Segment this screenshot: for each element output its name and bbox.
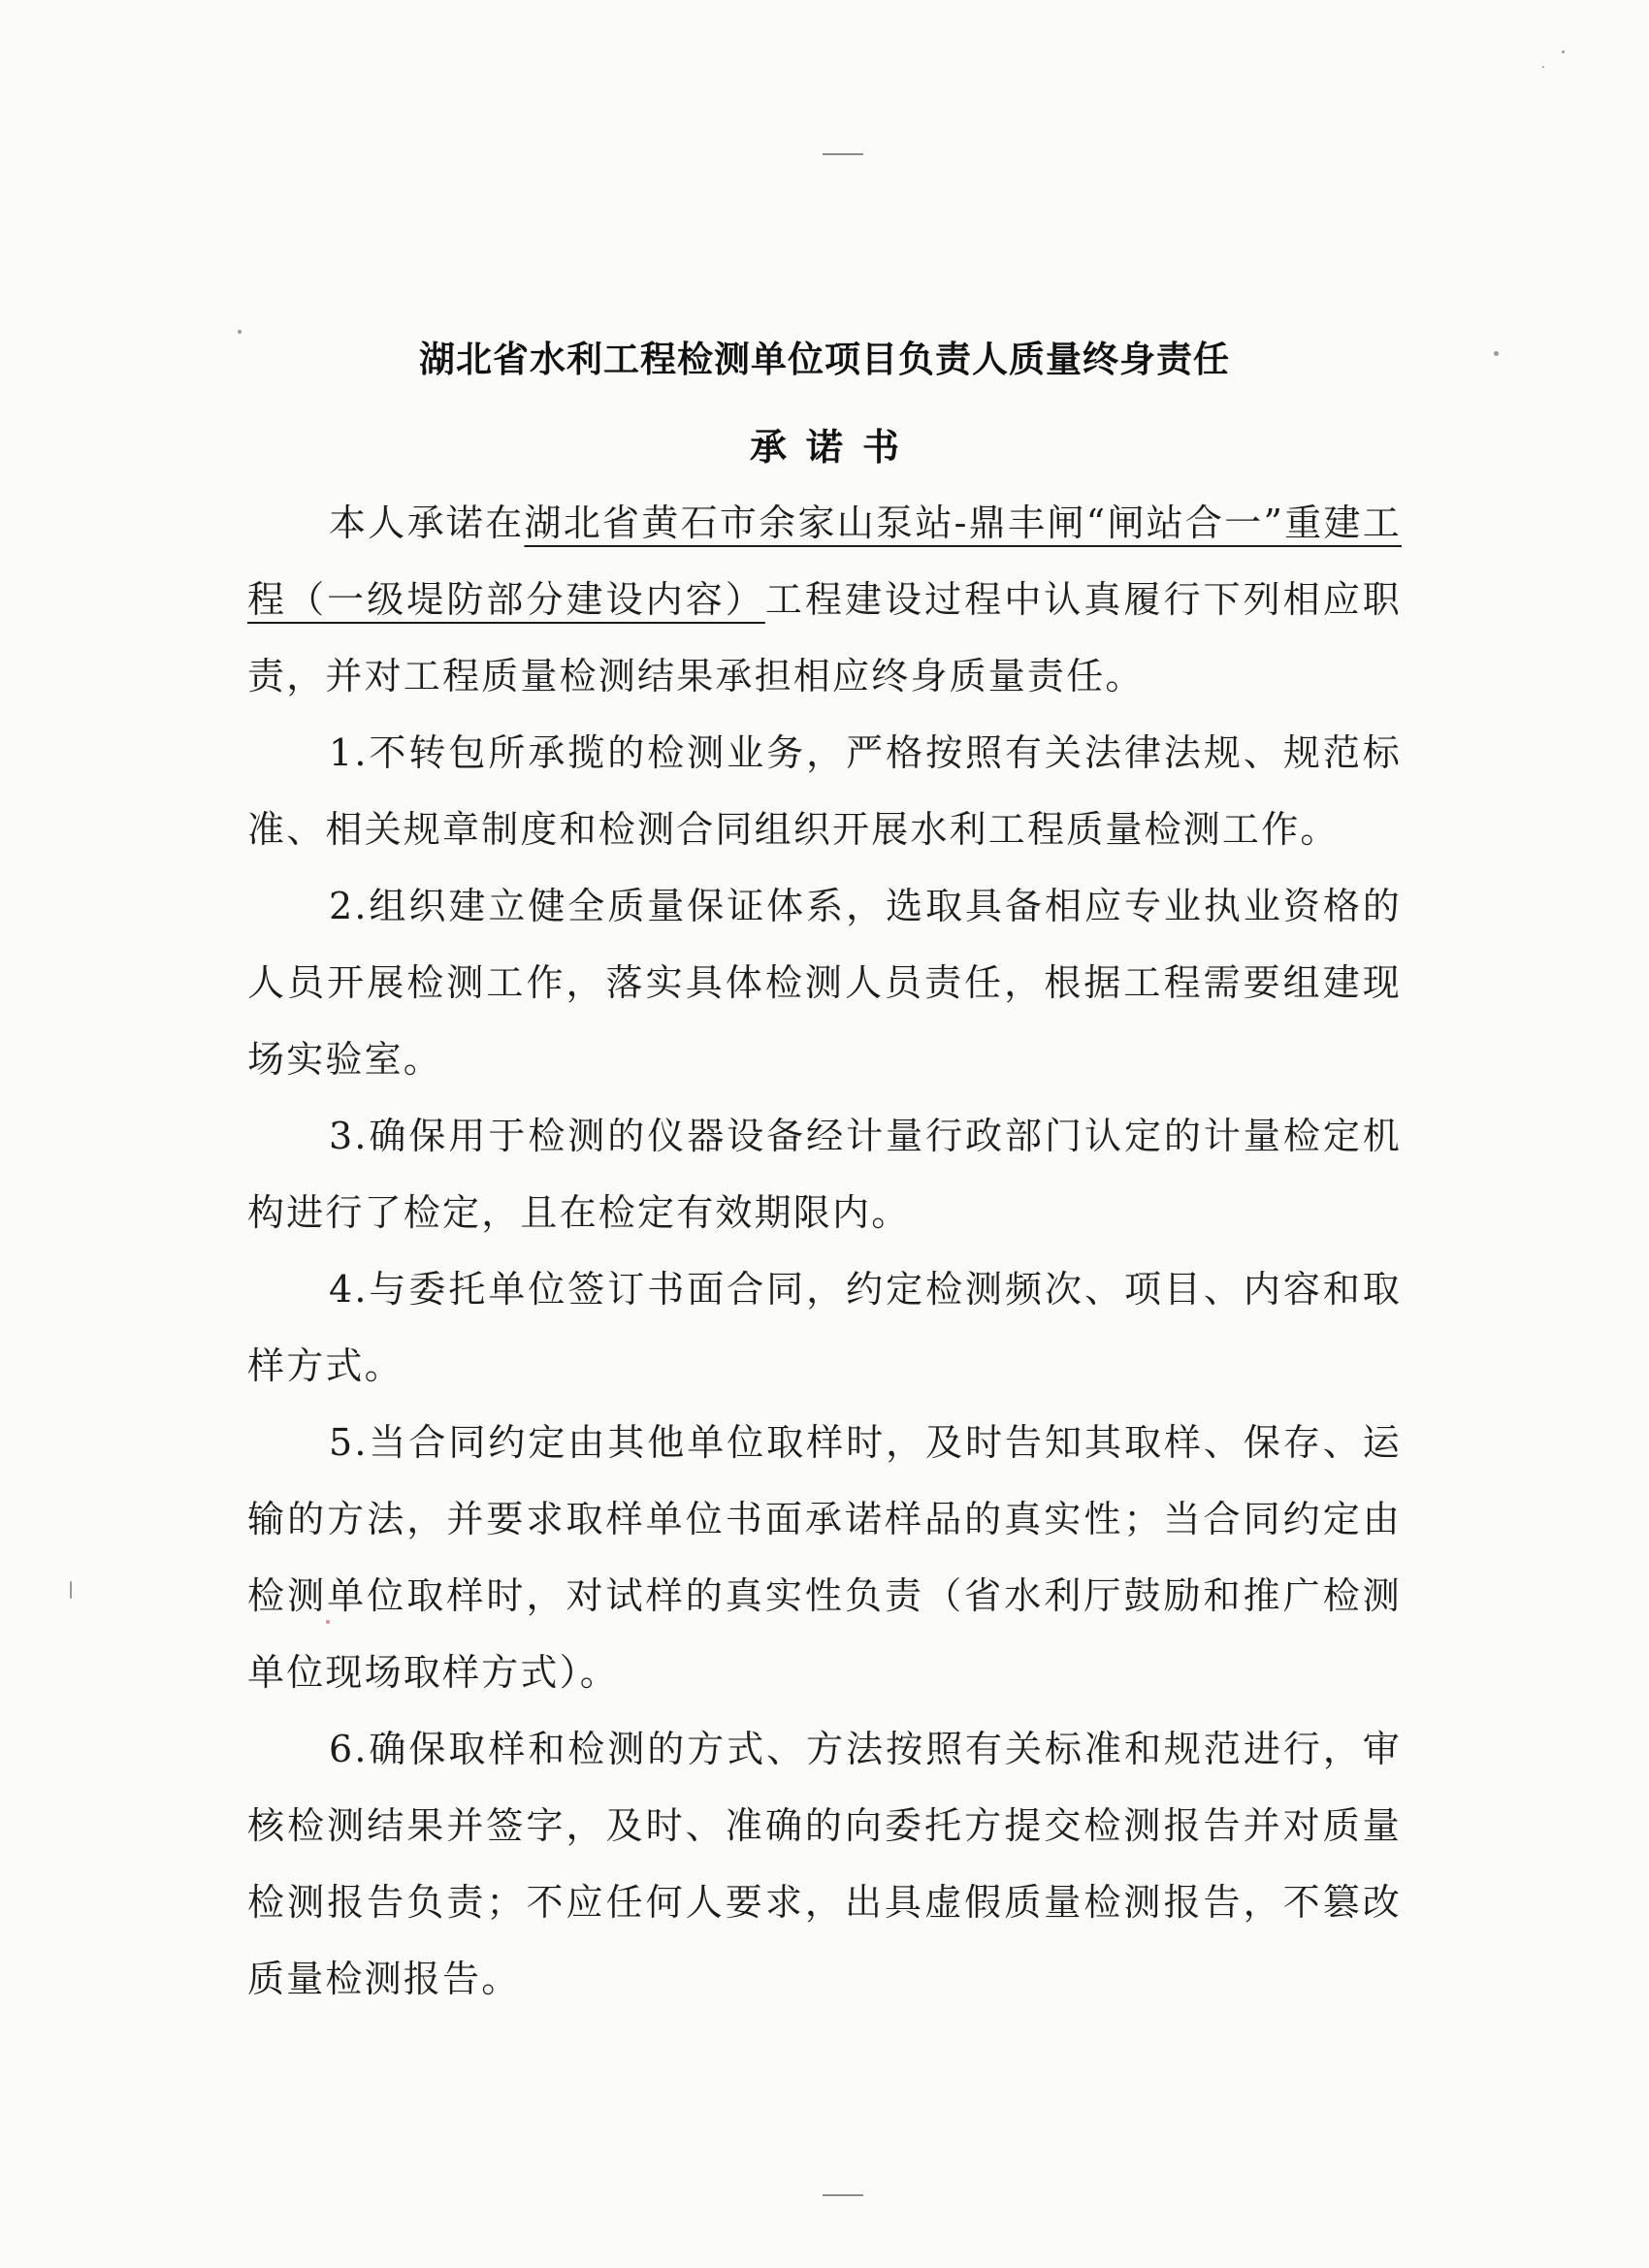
item-4: 4.与委托单位签订书面合同，约定检测频次、项目、内容和取样方式。	[247, 1268, 1402, 1387]
scan-speck	[1562, 50, 1565, 53]
scan-speck	[70, 1581, 72, 1599]
intro-suffix: 工程建设过程中认真履行下列相应职责，并对工程质量检测结果承担相应终身质量责任。	[247, 578, 1403, 697]
scan-mark-top	[823, 153, 863, 155]
document-title: 湖北省水利工程检测单位项目负责人质量终身责任	[419, 339, 1230, 380]
scan-speck	[1542, 66, 1544, 68]
project-name: 湖北省黄石市余家山泵站-鼎丰闸“闸站合一”重建工程（一级堤防部分建设内容）	[247, 502, 1402, 621]
item-2: 2.组织建立健全质量保证体系，选取具备相应专业执业资格的人员开展检测工作，落实具体检测人员责任，根据工程需要组建现场实验室。	[247, 885, 1402, 1081]
document-body	[247, 485, 1402, 2018]
item-5: 5.当合同约定由其他单位取样时，及时告知其取样、保存、运输的方法，并要求取样单位书面承诺样品的真实性；当合同约定由检测单位取样时，对试样的真实性负责（省水利厅鼓励和推广检测单位现场取样方式）。	[247, 1421, 1402, 1694]
scan-mark-bottom	[823, 2194, 863, 2196]
item-6: 6.确保取样和检测的方式、方法按照有关标准和规范进行，审核检测结果并签字，及时、准确的向委托方提交检测报告并对质量检测报告负责；不应任何人要求，出具虚假质量检测报告，不篡改质量检测报告。	[247, 1728, 1402, 2000]
item-3: 3.确保用于检测的仪器设备经计量行政部门认定的计量检定机构进行了检定，且在检定有效期限内。	[247, 1115, 1402, 1234]
intro-prefix: 本人承诺在	[329, 502, 525, 544]
intro-paragraph	[247, 485, 1402, 715]
item-1: 1.不转包所承揽的检测业务，严格按照有关法律法规、规范标准、相关规章制度和检测合同组织开展水利工程质量检测工作。	[247, 731, 1402, 851]
document-subtitle: 承诺书	[749, 426, 919, 469]
